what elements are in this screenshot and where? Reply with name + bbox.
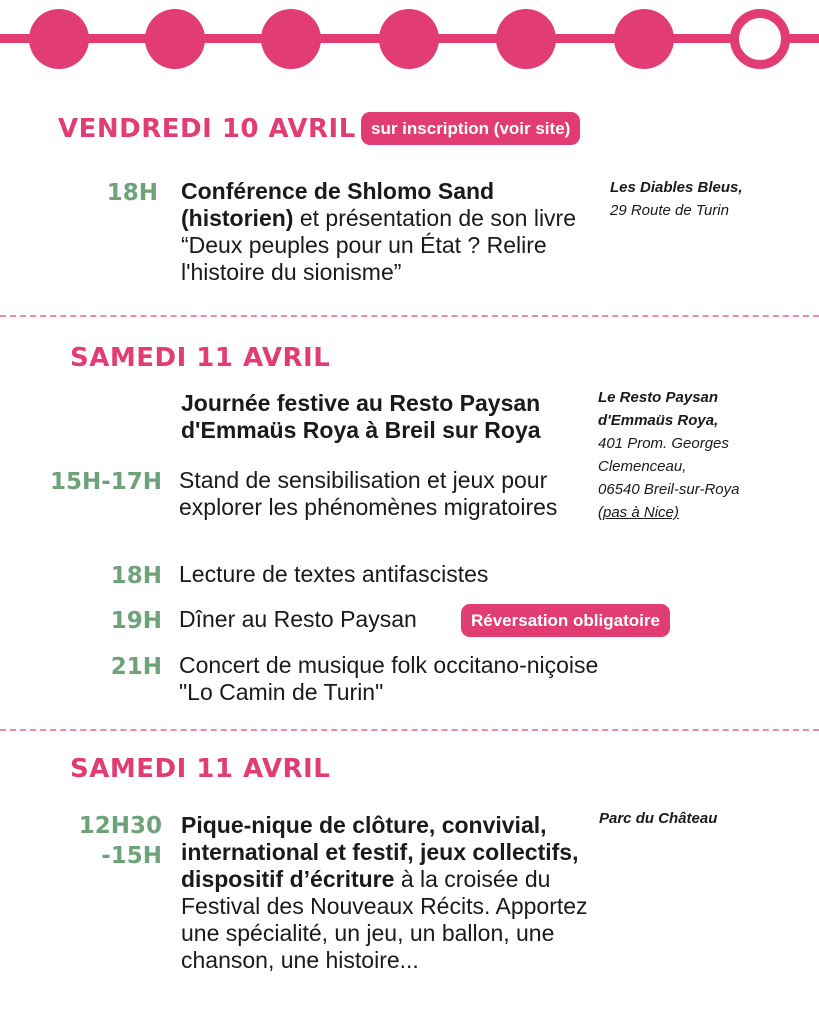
- event-time-end: -15H: [101, 843, 162, 869]
- day-intro: Journée festive au Resto Paysan d'Emmaüs Roya à Breil sur Roya: [181, 390, 541, 443]
- event-time: 15H-17H: [49, 469, 162, 495]
- section-separator: [0, 729, 819, 731]
- event-description: Concert de musique folk occitano-niçoise "Lo Camin de Turin": [179, 652, 599, 705]
- event-detail: et présentation de son livre “Deux peuples pour un État ? Relire l'histoire du sionisme”: [181, 205, 577, 285]
- section-separator: [0, 315, 819, 317]
- event-time: 19H: [110, 608, 162, 634]
- timeline-step-3: [261, 9, 321, 69]
- event-title: Pique-nique de clôture, convivial, international et festif, jeux collectifs, dispositif d’écriture: [181, 812, 579, 892]
- venue-name: Les Diables Bleus,: [610, 179, 743, 196]
- day-heading-saturday: SAMEDI 11 AVRIL: [70, 754, 331, 784]
- event-time: 21H: [110, 654, 162, 680]
- event-time-start: 12H30: [78, 813, 162, 839]
- venue-name-line1: Le Resto Paysan: [598, 389, 719, 406]
- reservation-badge: Réversation obligatoire: [461, 604, 670, 637]
- event-time: 18H: [110, 563, 162, 589]
- event-time: 18H: [106, 180, 158, 206]
- event-detail: à la croisée du Festival des Nouveaux Récits. Apportez une spécialité, un jeu, un ballon, une chanson, une histoire...: [181, 866, 588, 973]
- timeline-step-2: [145, 9, 205, 69]
- event-description: Lecture de textes antifascistes: [179, 561, 489, 587]
- event-description: Stand de sensibilisation et jeux pour explorer les phénomènes migratoires: [179, 467, 558, 520]
- event-description: [181, 178, 586, 286]
- venue-info: [598, 386, 813, 524]
- event-time: [40, 811, 162, 871]
- event-description: [181, 812, 589, 974]
- venue-info: [610, 176, 810, 222]
- venue-note: (pas à Nice): [598, 504, 679, 521]
- event-description: Dîner au Resto Paysan: [179, 606, 417, 632]
- timeline-step-5: [496, 9, 556, 69]
- venue-name: Parc du Château: [599, 810, 718, 827]
- venue-address-line1: 401 Prom. Georges: [598, 435, 729, 452]
- timeline-step-4: [379, 9, 439, 69]
- venue-address-line3: 06540 Breil-sur-Roya: [598, 481, 740, 498]
- day-heading-friday: VENDREDI 10 AVRIL: [58, 114, 356, 144]
- venue-address: 29 Route de Turin: [610, 202, 729, 219]
- timeline-step-current: [730, 9, 790, 69]
- timeline-progress: [0, 0, 819, 80]
- venue-info: [599, 807, 809, 830]
- venue-name-line2: d'Emmaüs Roya,: [598, 412, 719, 429]
- timeline-step-1: [29, 9, 89, 69]
- timeline-step-6: [614, 9, 674, 69]
- registration-badge: sur inscription (voir site): [361, 112, 580, 145]
- venue-address-line2: Clemenceau,: [598, 458, 687, 475]
- event-title: Conférence de Shlomo Sand (historien): [181, 178, 495, 231]
- day-heading-saturday: SAMEDI 11 AVRIL: [70, 343, 331, 373]
